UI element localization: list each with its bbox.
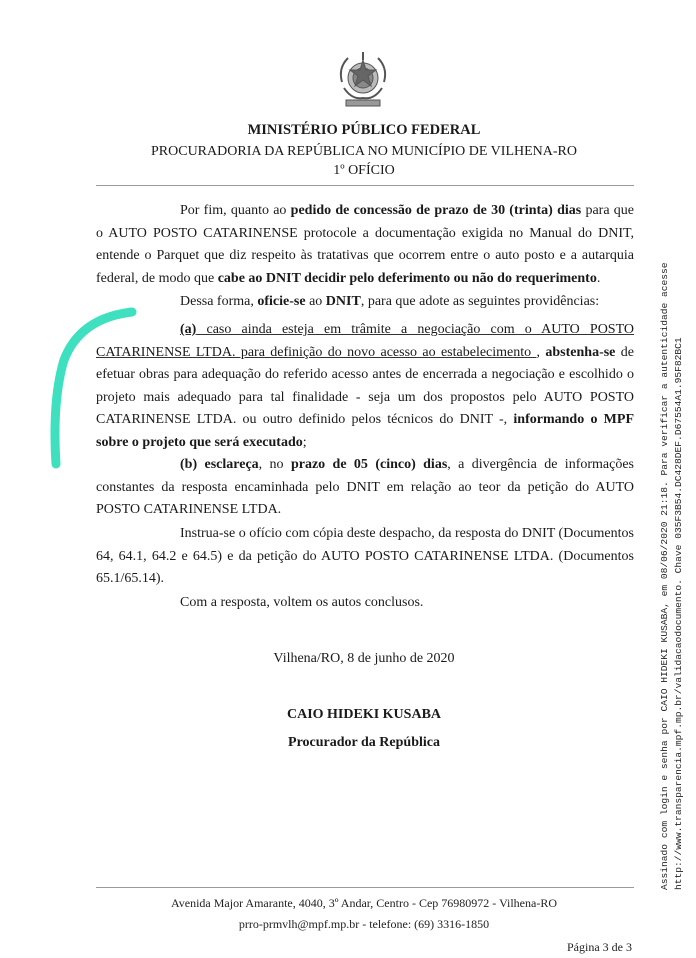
paragraph-conclusos: Com a resposta, voltem os autos conclusos. bbox=[180, 595, 424, 610]
signature-stamp-line-2: http://www.transparencia.mpf.mp.br/validacaodocumento. Chave 035F3B54.DC428DEF.D67554A1.95F82BC1 bbox=[673, 337, 684, 890]
footer-divider bbox=[96, 887, 634, 888]
page-number: Página 3 de 3 bbox=[567, 940, 632, 954]
header-division: 1º OFÍCIO bbox=[333, 163, 395, 178]
header-ministry: MINISTÉRIO PÚBLICO FEDERAL bbox=[247, 122, 481, 138]
header-divider bbox=[96, 185, 634, 186]
document-date: Vilhena/RO, 8 de junho de 2020 bbox=[273, 651, 455, 666]
paragraph-item-b: (b) esclareça, no prazo de 05 (cinco) dias, a divergência de informações constantes da resposta encaminhada pelo DNIT em relação ao teor da petição do AUTO POSTO CATARINENSE LTDA. bbox=[96, 457, 634, 517]
signer-name: CAIO HIDEKI KUSABA bbox=[286, 707, 442, 722]
signature-stamp bbox=[658, 262, 692, 890]
signature-stamp-line-1: Assinado com login e senha por CAIO HIDEKI KUSABA, em 08/06/2020 21:18. Para verificar a autenticidade acesse bbox=[659, 262, 670, 890]
paragraph-instrua: Instrua-se o ofício com cópia deste despacho, da resposta do DNIT (Documentos 64, 64.1, 64.2 e 64.5) e da petição do AUTO POSTO CATARINENSE LTDA. (Documentos 65.1/65.14). bbox=[96, 526, 634, 586]
paragraph-oficie: Dessa forma, oficie-se ao DNIT, para que adote as seguintes providências: bbox=[180, 294, 600, 309]
coat-of-arms-seal-icon bbox=[332, 48, 394, 112]
footer-address: Avenida Major Amarante, 4040, 3º Andar, Centro - Cep 76980972 - Vilhena-RO bbox=[171, 896, 557, 910]
footer-contact: prro-prmvlh@mpf.mp.br - telefone: (69) 3316-1850 bbox=[238, 917, 490, 931]
highlighter-mark-icon bbox=[40, 300, 150, 480]
paragraph-prazo: Por fim, quanto ao pedido de concessão de prazo de 30 (trinta) dias para que o AUTO POSTO CATARINENSE protocole a documentação exigida no Manual do DNIT, entende o Parquet que diz respeito às tratativas que ocorrem entre o auto posto e a autarquia federal, de modo que cabe ao DNIT decidir pelo deferimento ou não do requerimento. bbox=[96, 203, 634, 286]
header-office: PROCURADORIA DA REPÚBLICA NO MUNICÍPIO DE VILHENA-RO bbox=[151, 144, 577, 159]
signer-role: Procurador da República bbox=[288, 735, 440, 750]
paragraph-item-a: (a) caso ainda esteja em trâmite a negociação com o AUTO POSTO CATARINENSE LTDA. para definição do novo acesso ao estabelecimento , abstenha-se de efetuar obras para adequação do referido acesso antes de encerrada a negociação e escolhido o projeto mais adequado para tal finalidade - seja um dos propostos pelo AUTO POSTO CATARINENSE LTDA. ou outro definido pelos técnicos do DNIT -, informando o MPF sobre o projeto que será executado; bbox=[96, 322, 634, 450]
